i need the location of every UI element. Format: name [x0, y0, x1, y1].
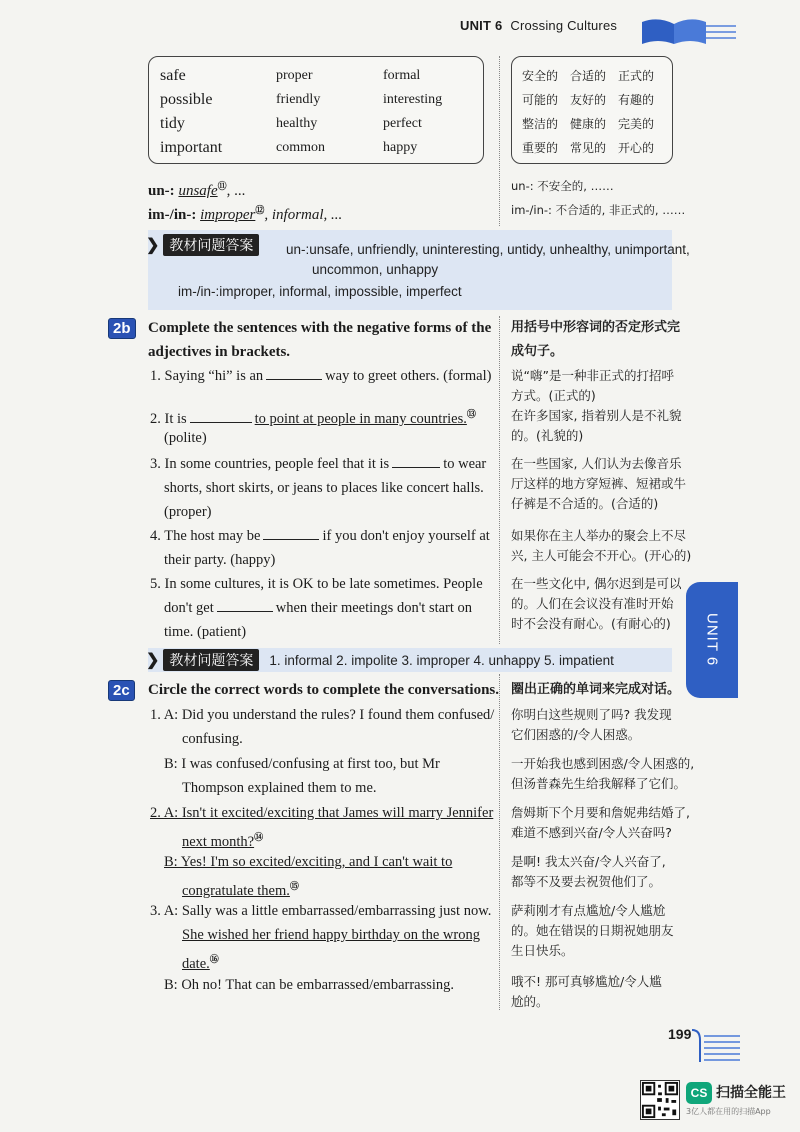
- zh-translation: 在一些国家, 人们认为去像音乐: [511, 456, 682, 471]
- scanner-app-name: 扫描全能王: [716, 1085, 786, 1101]
- adjective-word-box: [148, 56, 484, 164]
- item-text: 2. It is: [150, 410, 187, 427]
- zh-translation: 方式。(正式的): [511, 388, 596, 403]
- exercise-item: [150, 452, 486, 476]
- dialogue-line: 3. A: Sally was a little embarrassed/embarrassing just now.: [150, 903, 492, 919]
- item-text: way to greet others. (formal): [325, 368, 492, 384]
- item-text: don't get: [164, 600, 214, 616]
- answer-blank[interactable]: [266, 366, 322, 380]
- word: friendly: [276, 92, 321, 107]
- answer-blank[interactable]: [217, 598, 273, 612]
- answer-text: 1. informal 2. impolite 3. improper 4. unhappy 5. impatient: [269, 653, 614, 668]
- prefix-un-example: unsafe: [178, 183, 218, 199]
- dialogue-line: Thompson explained them to me.: [182, 780, 377, 796]
- word: proper: [276, 68, 313, 83]
- dialogue-line: [182, 947, 219, 976]
- dialogue-text: congratulate them.: [182, 882, 290, 899]
- zh-translation: 在一些文化中, 偶尔迟到是可以: [511, 576, 682, 591]
- dialogue-line: B: I was confused/confusing at first too, but Mr: [164, 756, 440, 772]
- zh-word: 完美的: [618, 117, 655, 131]
- zh-translation: 说“嗨”是一种非正式的打招呼: [511, 368, 674, 383]
- column-divider: [499, 316, 500, 644]
- item-text: shorts, short skirts, or jeans to places like concert halls.: [164, 480, 484, 496]
- chevron-right-icon: ❯: [146, 652, 160, 669]
- dialogue-line: 1. A: Did you understand the rules? I found them confused/: [150, 707, 495, 723]
- word-column-3: [383, 65, 442, 159]
- zh-translation: 仔裤是不合适的。(合适的): [511, 496, 659, 511]
- column-divider: [499, 674, 500, 1010]
- zh-translation: 难道不感到兴奋/令人兴奋吗?: [511, 825, 672, 840]
- zh-translation: 的。(礼貌的): [511, 428, 584, 443]
- item-text: if you don't enjoy yourself at: [322, 528, 490, 544]
- chinese-word-box: [511, 56, 673, 164]
- zh-word: 健康的: [570, 117, 607, 131]
- note-marker: ⑮: [289, 881, 299, 891]
- zh-translation: 在许多国家, 指着别人是不礼貌: [511, 408, 682, 423]
- word-column-1: [160, 65, 222, 159]
- word: formal: [383, 68, 421, 83]
- answer-text: uncommon, unhappy: [312, 262, 439, 277]
- unit-label: UNIT 6: [460, 18, 503, 33]
- word: important: [160, 139, 223, 156]
- instruction-2b: adjectives in brackets.: [148, 344, 291, 360]
- word: tidy: [160, 115, 185, 132]
- zh-word: 安全的: [522, 69, 559, 83]
- answer-blank[interactable]: [190, 409, 252, 423]
- note-marker: ⑯: [209, 954, 219, 964]
- column-divider: [499, 56, 500, 226]
- section-badge-2b: [108, 318, 136, 339]
- prefix-im-rest: , informal, ...: [264, 207, 343, 223]
- item-text: when their meetings don't start on: [275, 600, 473, 616]
- scanner-tagline: 3亿人都在用的扫描App: [686, 1107, 771, 1116]
- item-text: time. (patient): [164, 624, 247, 640]
- answer-text: im-/in-:improper, informal, impossible, imperfect: [178, 284, 462, 299]
- item-text: (proper): [164, 504, 212, 520]
- unit-tab-label: UNIT 6: [703, 613, 721, 667]
- dialogue-line: She wished her friend happy birthday on the wrong: [182, 927, 480, 943]
- zh-translation: 它们困惑的/令人困惑。: [511, 727, 641, 742]
- answer-text: un-:unsafe, unfriendly, uninteresting, untidy, unhealthy, unimportant,: [286, 242, 690, 257]
- word: healthy: [276, 116, 318, 131]
- zh-translation: 你明白这些规则了吗? 我发现: [511, 707, 672, 722]
- zh-translation: 的。她在错误的日期祝她朋友: [511, 923, 674, 938]
- answer-label: 教材问题答案: [163, 649, 259, 671]
- zh-translation: 的。人们在会议没有准时开始: [511, 596, 674, 611]
- exercise-item: [150, 364, 491, 388]
- prefix-un-label: un-:: [148, 183, 175, 199]
- word-column-2: [276, 65, 325, 159]
- prefix-im-example: improper: [200, 207, 256, 223]
- zh-word: 重要的: [522, 141, 559, 155]
- zh-prefix-im: im-/in-: 不合适的, 非正式的, ……: [511, 203, 686, 217]
- zh-translation: 哦不! 那可真够尴尬/令人尴: [511, 974, 662, 989]
- page-number: 199: [668, 1026, 692, 1042]
- zh-word: 友好的: [570, 93, 607, 107]
- answer-blank[interactable]: [263, 526, 319, 540]
- instruction-2c: Circle the correct words to complete the conversations.: [148, 682, 500, 698]
- zh-instruction-2c: 圈出正确的单词来完成对话。: [511, 682, 681, 697]
- answer-heading-2: [146, 649, 614, 671]
- item-text: 3. In some countries, people feel that it is: [150, 456, 390, 472]
- zh-prefix-un: un-: 不安全的, ……: [511, 179, 614, 193]
- item-text: (polite): [164, 430, 207, 446]
- page-decoration-icon: [690, 1028, 740, 1064]
- zh-translation: 尬的。: [511, 994, 549, 1009]
- zh-word: 可能的: [522, 93, 559, 107]
- word: common: [276, 140, 325, 155]
- answer-label: 教材问题答案: [163, 234, 259, 256]
- note-marker: ⑭: [254, 832, 264, 842]
- zh-translation: 兴, 主人可能会不开心。(开心的): [511, 548, 692, 563]
- dialogue-text: date.: [182, 955, 210, 972]
- dialogue-line: confusing.: [182, 731, 243, 747]
- zh-translation: 詹姆斯下个月要和詹妮弗结婚了,: [511, 805, 690, 820]
- zh-instruction-2b: 用括号中形容词的否定形式完: [511, 320, 681, 335]
- prefix-un-rest: , ...: [226, 183, 246, 199]
- zh-translation: 萨莉刚才有点尴尬/令人尴尬: [511, 903, 666, 918]
- zh-translation: 但汤普森先生给我解释了它们。: [511, 776, 687, 791]
- item-text: 1. Saying “hi” is an: [150, 368, 264, 384]
- zh-word: 正式的: [618, 69, 655, 83]
- zh-word: 合适的: [570, 69, 607, 83]
- chevron-right-icon: ❯: [146, 237, 160, 254]
- running-header: [460, 18, 617, 33]
- item-text: to point at people in many countries.: [254, 410, 467, 427]
- qr-code-icon: [640, 1080, 680, 1120]
- prefix-im-label: im-/in-:: [148, 207, 197, 223]
- item-text: to wear: [443, 456, 487, 472]
- note-marker: ⑫: [255, 205, 265, 215]
- dialogue-line: B: Yes! I'm so excited/exciting, and I can't wait to: [164, 854, 453, 870]
- exercise-item: [164, 596, 472, 620]
- book-decoration-icon: [630, 14, 738, 50]
- exercise-item: 5. In some cultures, it is OK to be late sometimes. People: [150, 576, 483, 592]
- note-marker: ⑪: [217, 181, 227, 191]
- prefix-im-line: [148, 198, 342, 227]
- word: perfect: [383, 116, 422, 131]
- zh-translation: 都等不及要去祝贺他们了。: [511, 874, 662, 889]
- answer-heading-1: [146, 234, 259, 256]
- zh-translation: 如果你在主人举办的聚会上不尽: [511, 528, 687, 543]
- word: possible: [160, 91, 213, 108]
- zh-translation: 时不会没有耐心。(有耐心的): [511, 616, 671, 631]
- cs-logo: CS: [686, 1082, 712, 1104]
- instruction-2b: Complete the sentences with the negative forms of the: [148, 320, 492, 336]
- section-number: 2c: [108, 680, 135, 701]
- dialogue-line: 2. A: Isn't it excited/exciting that James will marry Jennifer: [150, 805, 494, 821]
- dialogue-line: B: Oh no! That can be embarrassed/embarrassing.: [164, 977, 455, 993]
- dialogue-text: next month?: [182, 833, 255, 850]
- zh-word: 常见的: [570, 141, 607, 155]
- unit-title: Crossing Cultures: [510, 18, 618, 33]
- zh-word: 有趣的: [618, 93, 655, 107]
- zh-translation: 是啊! 我太兴奋/令人兴奋了,: [511, 854, 666, 869]
- answer-blank[interactable]: [392, 454, 440, 468]
- zh-translation: 厅这样的地方穿短裤、短裙或牛: [511, 476, 687, 491]
- section-badge-2c: [108, 680, 135, 701]
- exercise-item: [150, 524, 490, 548]
- zh-word: 开心的: [618, 141, 655, 155]
- unit-tab: [686, 582, 738, 698]
- word: safe: [160, 67, 186, 84]
- zh-translation: 生日快乐。: [511, 943, 574, 958]
- section-number: 2b: [108, 318, 136, 339]
- zh-instruction-2b: 成句子。: [511, 344, 564, 359]
- word: interesting: [383, 92, 443, 107]
- zh-translation: 一开始我也感到困惑/令人困惑的,: [511, 756, 695, 771]
- word: happy: [383, 140, 418, 155]
- note-marker: ⑬: [466, 409, 476, 419]
- item-text: their party. (happy): [164, 552, 276, 568]
- zh-word: 整洁的: [522, 117, 559, 131]
- item-text: 4. The host may be: [150, 528, 261, 544]
